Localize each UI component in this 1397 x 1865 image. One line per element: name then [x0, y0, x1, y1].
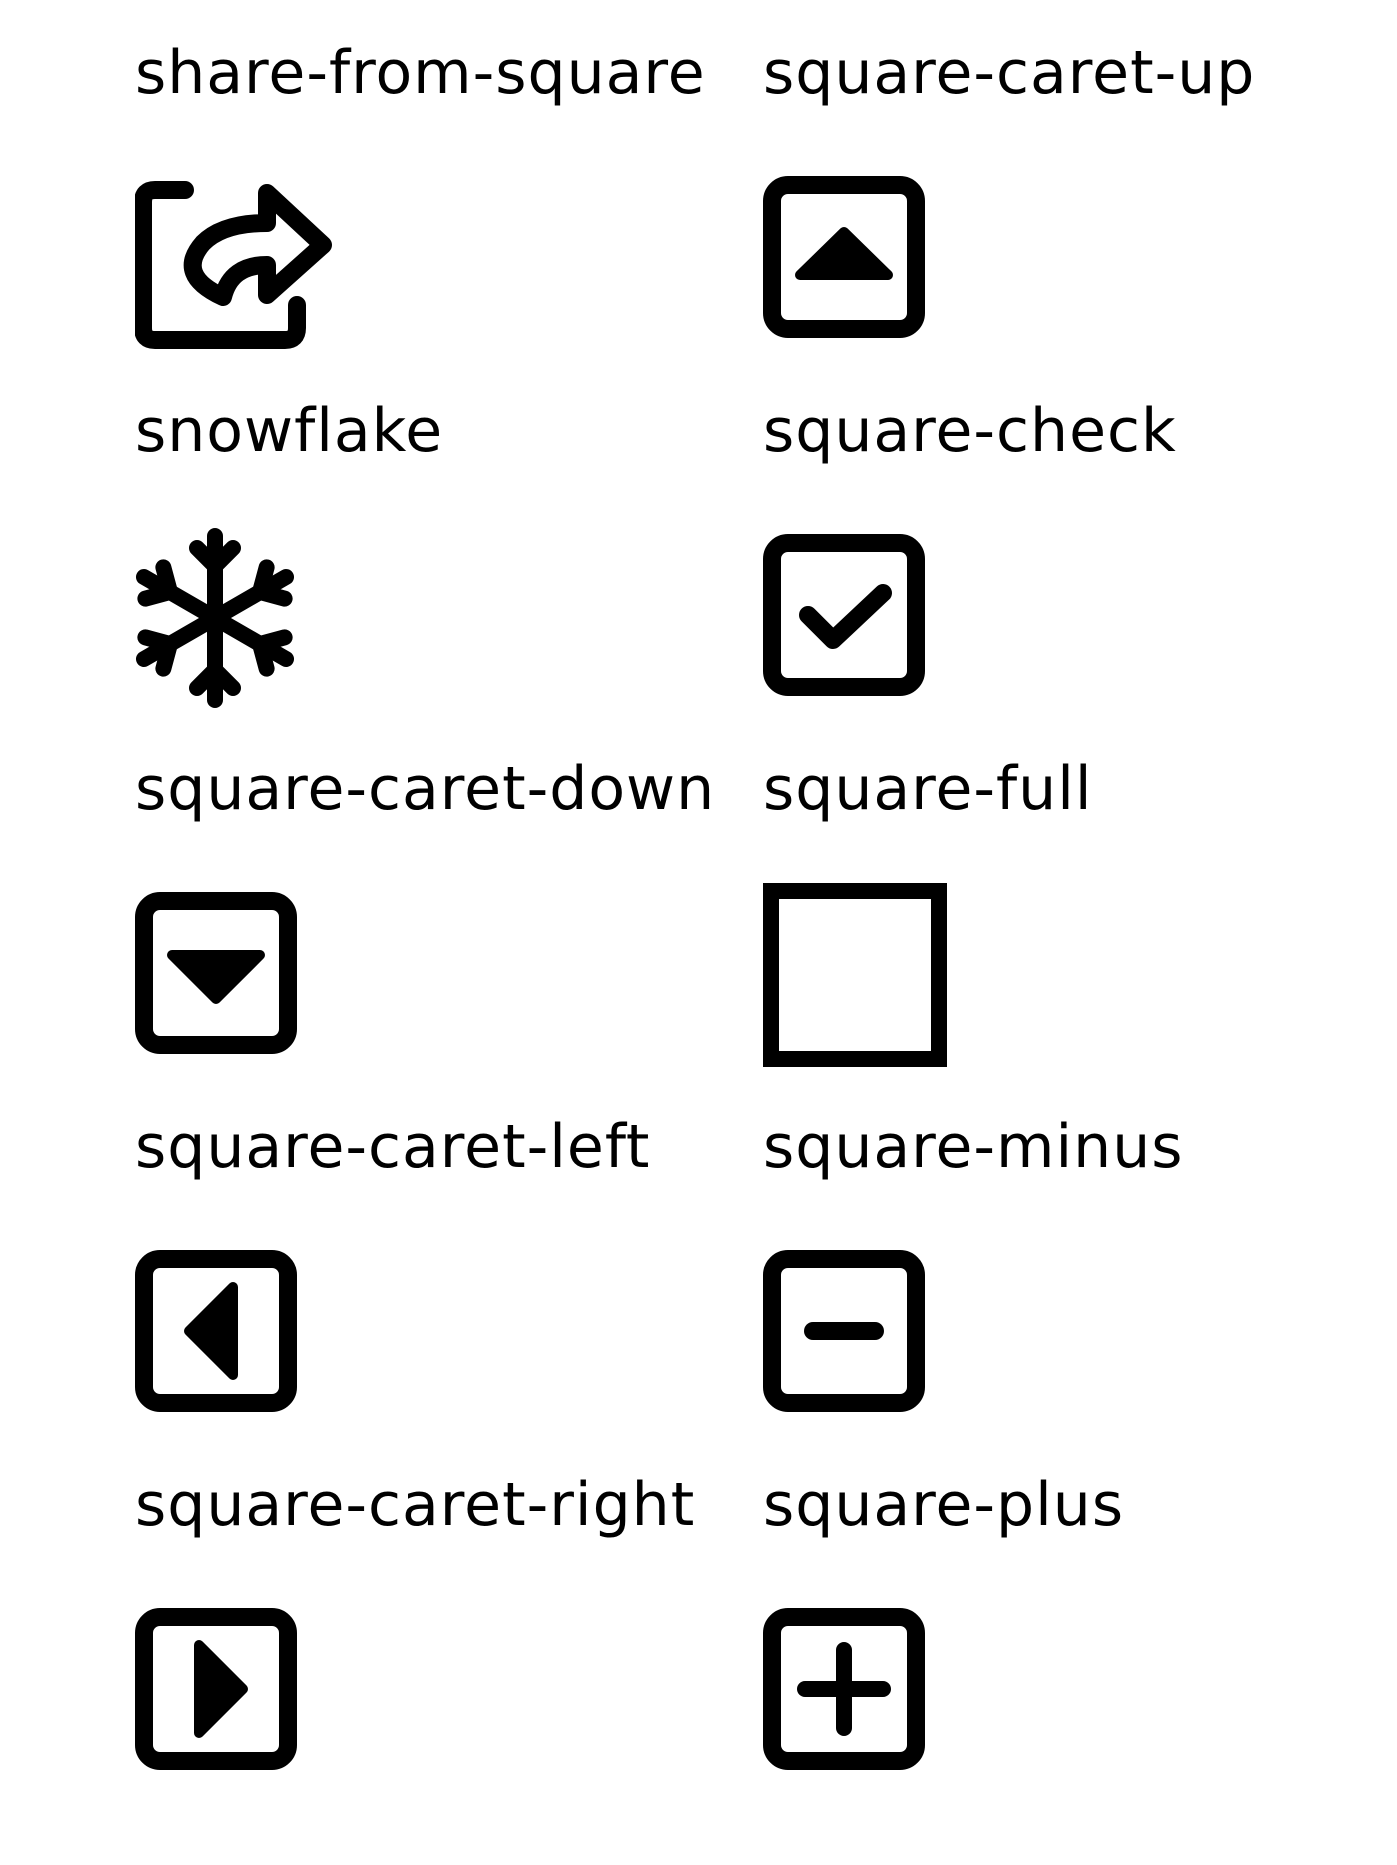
icon-tile-square-check [763, 358, 1383, 698]
square-caret-down-icon [135, 881, 345, 1091]
square-check-icon [763, 523, 973, 733]
icon-label: square-minus [763, 1112, 1184, 1182]
icon-label: square-plus [763, 1470, 1125, 1540]
square-caret-right-icon [135, 1597, 345, 1807]
icon-label: square-caret-down [135, 754, 716, 824]
icon-tile-snowflake [135, 358, 755, 698]
icon-tile-square-caret-left [135, 1074, 755, 1414]
icon-tile-square-plus [763, 1432, 1383, 1772]
square-minus-icon [763, 1239, 973, 1449]
square-full-icon [763, 881, 973, 1091]
icon-tile-square-full [763, 716, 1383, 1056]
icon-label: snowflake [135, 396, 444, 466]
icon-tile-square-minus [763, 1074, 1383, 1414]
icon-label: square-caret-left [135, 1112, 651, 1182]
square-plus-icon [763, 1597, 973, 1807]
icon-tile-square-caret-down [135, 716, 755, 1056]
icon-tile-share-from-square [135, 0, 755, 340]
share-from-square-icon [135, 165, 345, 375]
square-caret-left-icon [135, 1239, 345, 1449]
icon-label: square-caret-up [763, 38, 1256, 108]
icon-tile-square-caret-right [135, 1432, 755, 1772]
icon-label: share-from-square [135, 38, 706, 108]
icon-label: square-check [763, 396, 1177, 466]
icon-label: square-caret-right [135, 1470, 696, 1540]
square-caret-up-icon [763, 165, 973, 375]
snowflake-icon [135, 523, 345, 733]
icon-tile-square-caret-up [763, 0, 1383, 340]
icon-label: square-full [763, 754, 1093, 824]
